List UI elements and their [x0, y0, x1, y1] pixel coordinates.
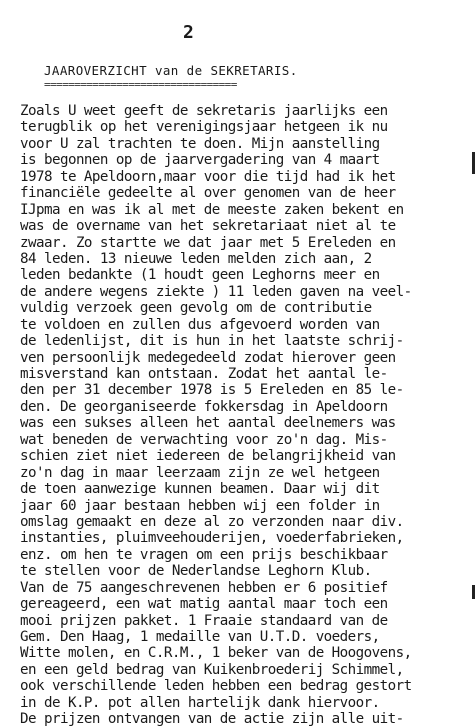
text-line: zwaar. Zo startte we dat jaar met 5 Ereleden en	[20, 234, 396, 251]
text-line: was de overname van het sekretariaat niet al te	[20, 218, 396, 235]
text-line: instanties, pluimveehouderijen, voederfabrieken,	[20, 530, 404, 547]
text-line: terugblik op het verenigingsjaar hetgeen ik nu	[20, 119, 388, 136]
text-line: 84 leden. 13 nieuwe leden melden zich aan, 2	[20, 250, 372, 267]
text-line: jaar 60 jaar bestaan hebben wij een folder in	[20, 497, 380, 514]
text-line: misverstand kan ontstaan. Zodat het aantal le-	[20, 366, 388, 382]
text-line: enz. om hen te vragen om een prijs beschikbaar	[20, 546, 388, 563]
text-line: De prijzen ontvangen van de actie zijn alle uit-	[20, 711, 404, 728]
text-line: financiële gedeelte al over genomen van de heer	[20, 185, 396, 202]
text-line: Gem. Den Haag, 1 medaille van U.T.D. voeders,	[20, 629, 380, 645]
text-line: de ledenlijst, dit is hun in het laatste schrij-	[20, 333, 404, 350]
text-line: de toen aanwezige kunnen beamen. Daar wij dit	[20, 481, 380, 498]
text-line: schien ziet niet iedereen de belangrijkheid van	[20, 448, 396, 465]
heading-underline: ================================	[44, 78, 237, 91]
text-line: zo'n dag in maar leerzaam zijn ze wel hetgeen	[20, 464, 380, 481]
text-line: den per 31 december 1978 is 5 Ereleden en 85 le-	[20, 382, 404, 399]
text-line: 1978 te Apeldoorn,maar voor die tijd had ik het	[20, 168, 396, 185]
text-line: wat beneden de verwachting voor zo'n dag. Mis-	[20, 431, 388, 448]
text-line: vuldig verzoek geen gevolg om de contributie	[20, 300, 372, 317]
body-text	[20, 103, 460, 728]
text-line: in de K.P. pot allen hartelijk dank hiervoor.	[20, 694, 380, 711]
text-line: is begonnen op de jaarvergadering van 4 maart	[20, 152, 380, 169]
text-line: was een sukses alleen het aantal deelnemers was	[20, 415, 396, 432]
text-line: de andere wegens ziekte ) 11 leden gaven na veel-	[20, 283, 412, 300]
text-line: en een geld bedrag van Kuikenbroederij Schimmel,	[20, 661, 404, 678]
text-line: omslag gemaakt en deze al zo verzonden naar div.	[20, 513, 404, 530]
text-line: voor U zal trachten te doen. Mijn aanstelling	[20, 135, 380, 152]
text-line: Zoals U weet geeft de sekretaris jaarlijks een	[20, 103, 388, 119]
text-line: mooi prijzen pakket. 1 Fraaie standaard van de	[20, 612, 388, 629]
text-line: Van de 75 aangeschrevenen hebben er 6 positief	[20, 579, 388, 596]
text-line: ven persoonlijk medegedeeld zodat hierover geen	[20, 349, 396, 366]
text-line: den. De georganiseerde fokkersdag in Apeldoorn	[20, 398, 388, 415]
text-line: leden bedankte (1 houdt geen Leghorns meer en	[20, 267, 380, 284]
text-line: IJpma en was ik al met de meeste zaken bekent en	[20, 201, 404, 218]
page-number: 2	[183, 22, 194, 43]
text-line: te stellen voor de Nederlandse Leghorn Klub.	[20, 563, 372, 580]
text-line: Witte molen, en C.R.M., 1 beker van de Hoogovens,	[20, 645, 412, 662]
text-line: ook verschillende leden hebben een bedrag gestort	[20, 678, 412, 695]
section-heading: JAAROVERZICHT van de SEKRETARIS.	[44, 63, 298, 78]
text-line: te voldoen en zullen dus afgevoerd worden van	[20, 316, 380, 333]
text-line: gereageerd, een wat matig aantal maar toch een	[20, 596, 388, 613]
